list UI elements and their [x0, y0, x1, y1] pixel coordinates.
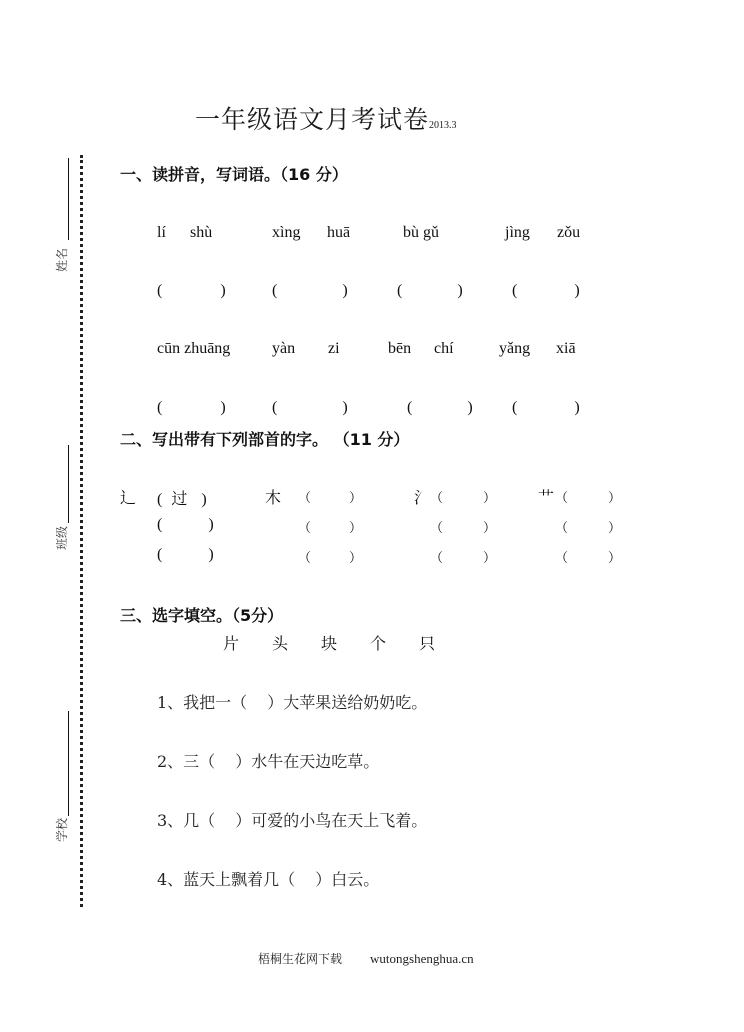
class-write-line [68, 445, 69, 523]
pinyin-chi: chí [434, 340, 454, 357]
page-footer [258, 950, 474, 967]
choice-kuai: 块 [321, 634, 338, 653]
choice-zhi: 只 [419, 634, 436, 653]
pinyin-li: lí [157, 224, 166, 241]
radical-blank-4-1[interactable]: （ ） [555, 490, 622, 505]
radical-blank-4-3[interactable]: （ ） [555, 550, 622, 565]
radical-blank-3-2[interactable]: （ ） [430, 520, 497, 535]
radical-blank-3-1[interactable]: （ ） [430, 490, 497, 505]
pinyin-zou: zǒu [557, 224, 581, 241]
answer-blank-6[interactable]: ( ) [272, 399, 348, 416]
word-choices [223, 631, 468, 654]
pinyin-shu: shù [190, 224, 213, 241]
section2-heading: 二、写出带有下列部首的字。 （11 分） [120, 430, 410, 449]
pinyin-ben: bēn [388, 340, 412, 357]
radical-cao: 艹 [538, 488, 555, 507]
choice-ge: 个 [370, 634, 387, 653]
answer-blank-2[interactable]: ( ) [272, 282, 348, 299]
answer-blank-5[interactable]: ( ) [157, 399, 226, 416]
section1-heading: 一、读拼音，写词语。（16 分） [120, 165, 348, 184]
radical-blank-3-3[interactable]: （ ） [430, 550, 497, 565]
radical-blank-1-3[interactable]: ( ) [157, 546, 214, 563]
pinyin-xing: xìng [272, 224, 301, 241]
answer-blank-7[interactable]: ( ) [407, 399, 473, 416]
school-label: 学校 [55, 817, 69, 842]
radical-shui: 氵 [414, 488, 431, 507]
pinyin-bugu: bù gǔ [403, 224, 439, 241]
binding-dotted-line [80, 155, 83, 907]
pinyin-hua: huā [327, 224, 351, 241]
choice-pian: 片 [223, 634, 240, 653]
sentence-3: 3、几（ ）可爱的小鸟在天上飞着。 [157, 811, 428, 830]
radical-mu: 木 [265, 488, 282, 507]
example-answer: 过 [171, 491, 188, 508]
radical-blank-1-2[interactable]: ( ) [157, 516, 214, 533]
answer-blank-4[interactable]: ( ) [512, 282, 580, 299]
class-label: 班级 [55, 525, 69, 550]
radical-blank-4-2[interactable]: （ ） [555, 520, 622, 535]
pinyin-cunzhuang: cūn zhuāng [157, 340, 231, 357]
section3-heading: 三、选字填空。（5分） [120, 606, 284, 625]
name-write-line [68, 158, 69, 240]
pinyin-jing: jìng [505, 224, 530, 241]
sentence-2: 2、三（ ）水牛在天边吃草。 [157, 752, 380, 771]
radical-blank-2-2[interactable]: （ ） [298, 520, 363, 535]
sentence-1: 1、我把一（ ）大苹果送给奶奶吃。 [157, 693, 428, 712]
page-title [195, 100, 457, 136]
title-main: 一年级语文月考试卷 [195, 105, 430, 134]
footer-source: 梧桐生花网下载 [258, 952, 343, 966]
pinyin-xia: xiā [556, 340, 576, 357]
title-year: 2013.3 [429, 120, 457, 131]
answer-blank-1[interactable]: ( ) [157, 282, 226, 299]
radical-blank-1-1[interactable]: ( 过 ) [157, 491, 207, 508]
pinyin-zi: zi [328, 340, 340, 357]
answer-blank-8[interactable]: ( ) [512, 399, 580, 416]
pinyin-yan: yàn [272, 340, 296, 357]
choice-tou: 头 [272, 634, 289, 653]
answer-blank-3[interactable]: ( ) [397, 282, 463, 299]
footer-site: wutongshenghua.cn [370, 951, 474, 966]
radical-blank-2-3[interactable]: （ ） [298, 550, 363, 565]
school-write-line [68, 711, 69, 816]
radical-chuo: 辶 [120, 488, 137, 507]
radical-blank-2-1[interactable]: （ ） [298, 490, 363, 505]
sentence-4: 4、蓝天上飘着几（ ）白云。 [157, 870, 380, 889]
name-label: 姓名 [55, 247, 69, 272]
pinyin-yang: yǎng [499, 340, 531, 357]
